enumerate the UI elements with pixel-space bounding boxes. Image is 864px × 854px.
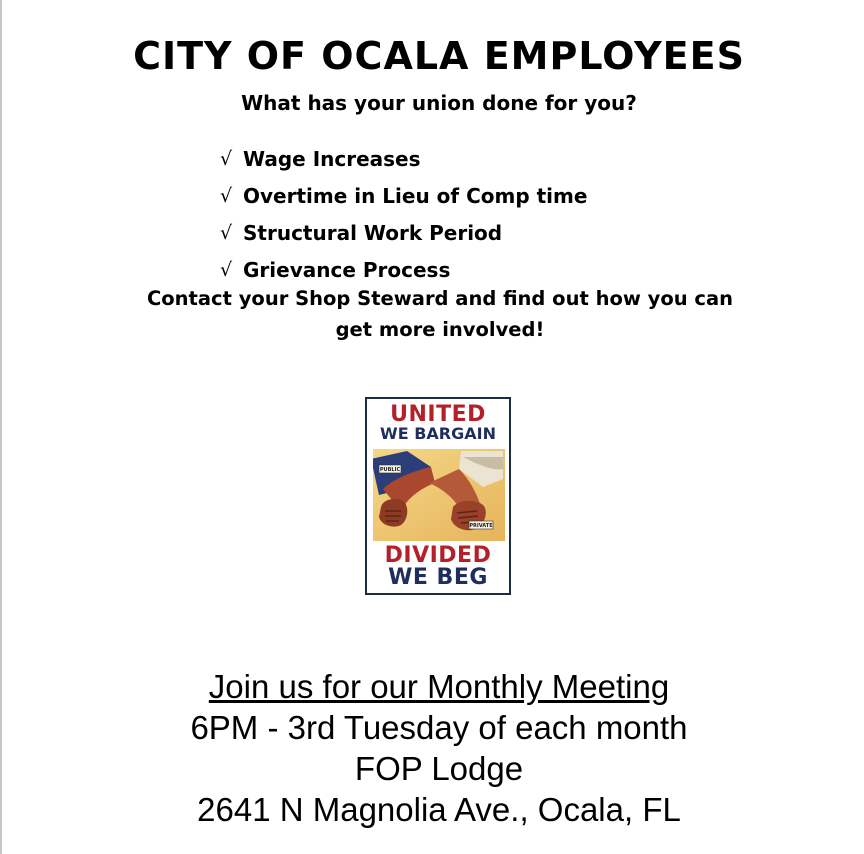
union-poster-image <box>365 397 511 595</box>
checklist-item-label: Overtime in Lieu of Comp time <box>243 183 588 208</box>
contact-line-2: get more involved! <box>335 318 545 341</box>
meeting-heading: Join us for our Monthly Meeting <box>208 668 670 705</box>
private-tag-text: PRIVATE <box>469 523 493 529</box>
checklist-item-label: Structural Work Period <box>243 220 503 245</box>
page-subtitle: What has your union done for you? <box>241 91 637 115</box>
poster-top-text <box>367 404 509 442</box>
checklist-item <box>220 177 587 214</box>
checkmark-icon: √ <box>220 147 233 170</box>
checklist-item-label: Grievance Process <box>243 257 451 282</box>
poster-divided-text: DIVIDED <box>384 543 492 568</box>
poster-we-beg-text: WE BEG <box>388 565 488 590</box>
meeting-info <box>0 666 864 830</box>
poster-bottom-text <box>367 545 509 589</box>
meeting-time: 6PM - 3rd Tuesday of each month <box>190 709 688 746</box>
poster-united-text: UNITED <box>390 402 486 427</box>
checkmark-icon: √ <box>220 221 233 244</box>
checkmark-icon: √ <box>220 258 233 281</box>
contact-message <box>60 283 820 345</box>
poster-we-bargain-text: WE BARGAIN <box>380 424 496 443</box>
meeting-address: 2641 N Magnolia Ave., Ocala, FL <box>197 791 681 828</box>
checklist-item <box>220 140 587 177</box>
checklist-item <box>220 214 587 251</box>
checkmark-icon: √ <box>220 184 233 207</box>
page-title: CITY OF OCALA EMPLOYEES <box>133 34 745 78</box>
contact-line-1: Contact your Shop Steward and find out how you can <box>146 287 734 310</box>
checklist-item-label: Wage Increases <box>243 146 421 171</box>
meeting-place: FOP Lodge <box>354 750 524 787</box>
public-tag-text: PUBLIC <box>379 467 401 473</box>
benefits-checklist <box>220 140 587 288</box>
fists-illustration <box>373 449 505 541</box>
